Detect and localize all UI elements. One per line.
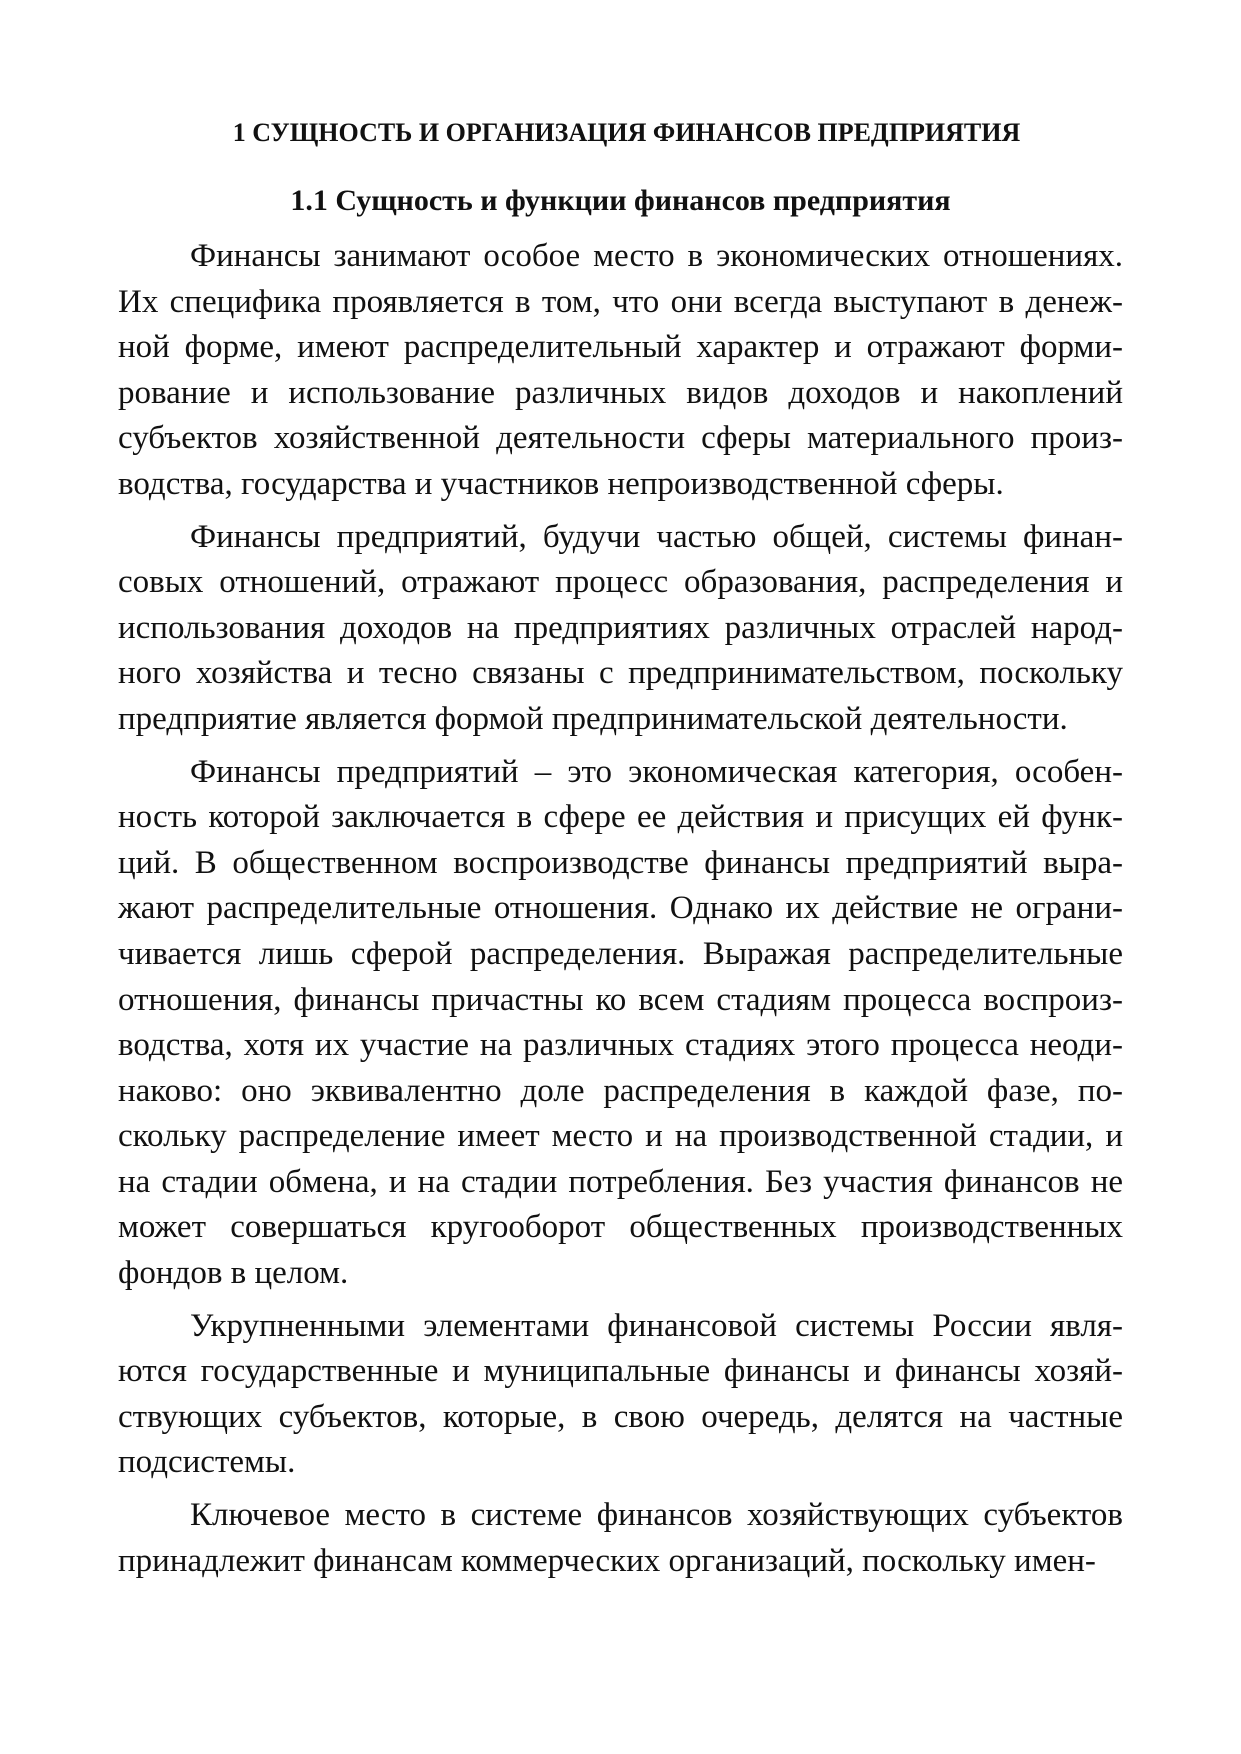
paragraph-5: Ключевое место в системе финансов хозяйствующих субъектов принадлежит финансам коммерческих организаций, поскольку имен-	[118, 1497, 1123, 1579]
chapter-title: 1 СУЩНОСТЬ И ОРГАНИЗАЦИЯ ФИНАНСОВ ПРЕДПРИЯТИЯ	[232, 118, 1021, 147]
paragraph-4: Укрупненными элементами финансовой системы России являются государственные и муниципальные финансы и финансы хозяйствующих субъектов, которые, в свою очередь, делятся на частные подсистемы.	[118, 1307, 1123, 1481]
paragraph-1: Финансы занимают особое место в экономических отношениях. Их специфика проявляется в том, что они всегда выступают в денежной форме, имеют распределительный характер и отражают формирование и использование различных видов доходов и накоплений субъектов хозяйственной деятельности сферы материального производства, государства и участников непроизводственной сферы.	[118, 238, 1123, 502]
paragraph-2: Финансы предприятий, будучи частью общей, системы финансовых отношений, отражают процесс образования, распределения и использования доходов на предприятиях различных отраслей народного хозяйства и тесно связаны с предпринимательством, поскольку предприятие является формой предпринимательской деятельности.	[118, 518, 1123, 737]
section-title: 1.1 Сущность и функции финансов предприятия	[290, 184, 951, 217]
paragraph-3: Финансы предприятий – это экономическая категория, особенность которой заключается в сфере ее действия и присущих ей функций. В общественном воспроизводстве финансы предприятий выражают распределительные отношения. Однако их действие не ограничивается лишь сферой распределения. Выражая распределительные отношения, финансы причастны ко всем стадиям процесса воспроизводства, хотя их участие на различных стадиях этого процесса неодинаково: оно эквивалентно доле распределения в каждой фазе, поскольку распределение имеет место и на производственной стадии, и на стадии обмена, и на стадии потребления. Без участия финансов не может совершаться кругооборот общественных производственных фондов в целом.	[118, 753, 1123, 1292]
document-page	[118, 108, 1123, 1591]
